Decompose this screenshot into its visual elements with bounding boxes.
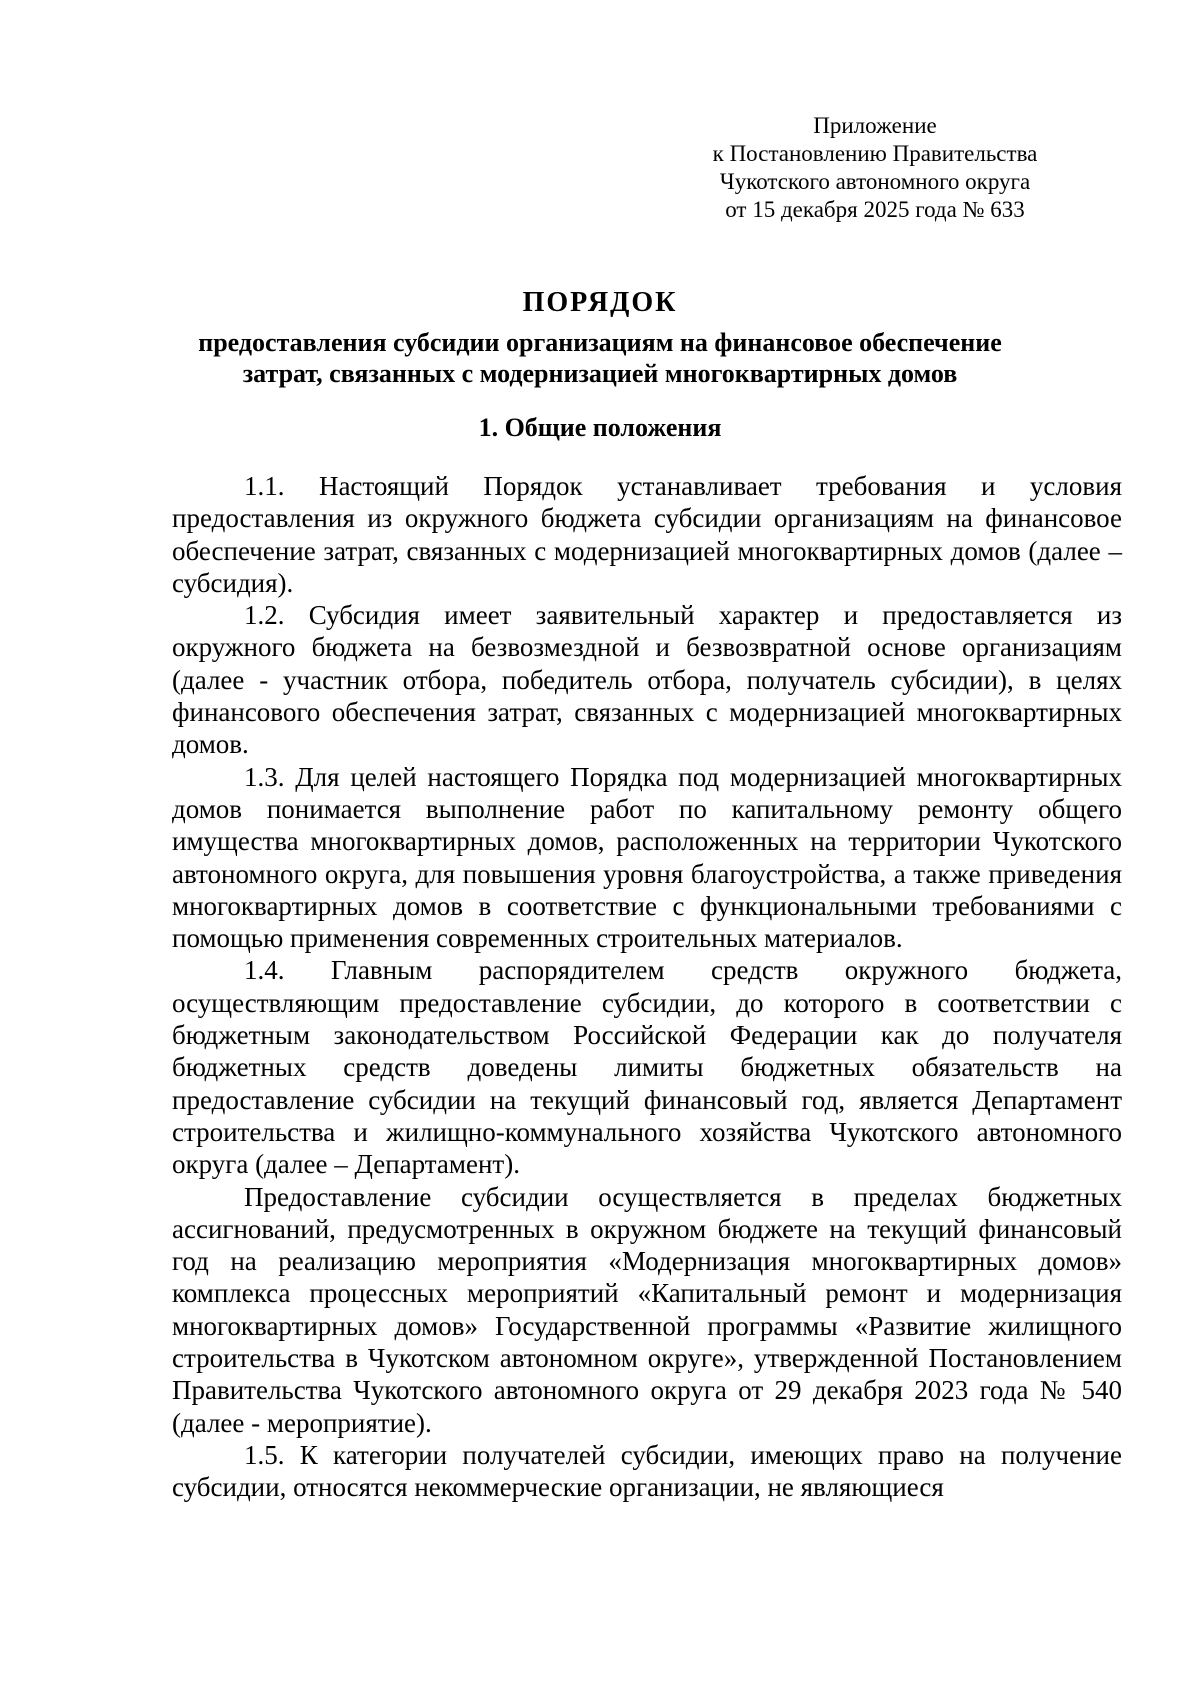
- paragraph-1-2: 1.2. Субсидия имеет заявительный характер и предоставляется из окружного бюджета на безвозмездной и безвозвратной основе организациям (далее - участник отбора, победитель отбора, получатель субсидии), в целях финансового обеспечения затрат, связанных с модернизацией многоквартирных домов.: [172, 600, 1122, 760]
- paragraph-1-3: 1.3. Для целей настоящего Порядка под модернизацией многоквартирных домов понимается выполнение работ по капитальному ремонту общего имущества многоквартирных домов, расположенных на территории Чукотского автономного округа, для повышения уровня благоустройства, а также приведения многоквартирных домов в соответствие с функциональными требованиями с помощью применения современных строительных материалов.: [172, 761, 1122, 954]
- annex-header: [700, 112, 1050, 224]
- subtitle-line-1: предоставления субсидии организациям на финансовое обеспечение: [198, 328, 1002, 357]
- annex-line-4: от 15 декабря 2025 года № 633: [725, 197, 1025, 222]
- paragraph-1-1: 1.1. Настоящий Порядок устанавливает требования и условия предоставления из окружного бюджета субсидии организациям на финансовое обеспечение затрат, связанных с модернизацией многоквартирных домов (далее – субсидия).: [172, 471, 1122, 598]
- document-body: [172, 470, 1122, 1504]
- paragraph-1-4-continued: Предоставление субсидии осуществляется в пределах бюджетных ассигнований, предусмотренных в окружном бюджете на текущий финансовый год на реализацию мероприятия «Модернизация многоквартирных домов» комплекса процессных мероприятий «Капитальный ремонт и модернизация многоквартирных домов» Государственной программы «Развитие жилищного строительства в Чукотском автономном округе», утвержденной Постановлением Правительства Чукотского автономного округа от 29 декабря 2023 года № 540 (далее - мероприятие).: [172, 1181, 1122, 1438]
- annex-line-3: Чукотского автономного округа: [719, 169, 1031, 194]
- annex-line-1: Приложение: [813, 113, 937, 138]
- paragraph-1-4: 1.4. Главным распорядителем средств окружного бюджета, осуществляющим предоставление субсидии, до которого в соответствии с бюджетным законодательством Российской Федерации как до получателя бюджетных средств доведены лимиты бюджетных обязательств на предоставление субсидии на текущий финансовый год, является Департамент строительства и жилищно-коммунального хозяйства Чукотского автономного округа (далее – Департамент).: [172, 955, 1122, 1180]
- subtitle-line-2: затрат, связанных с модернизацией многоквартирных домов: [242, 359, 958, 388]
- section-heading: 1. Общие положения: [478, 413, 722, 442]
- paragraph-1-5: 1.5. К категории получателей субсидии, имеющих право на получение субсидии, относятся некоммерческие организации, не являющиеся: [172, 1439, 1122, 1503]
- document-title: ПОРЯДОК: [522, 287, 678, 318]
- annex-line-2: к Постановлению Правительства: [712, 141, 1038, 166]
- document-subtitle: [0, 327, 1200, 389]
